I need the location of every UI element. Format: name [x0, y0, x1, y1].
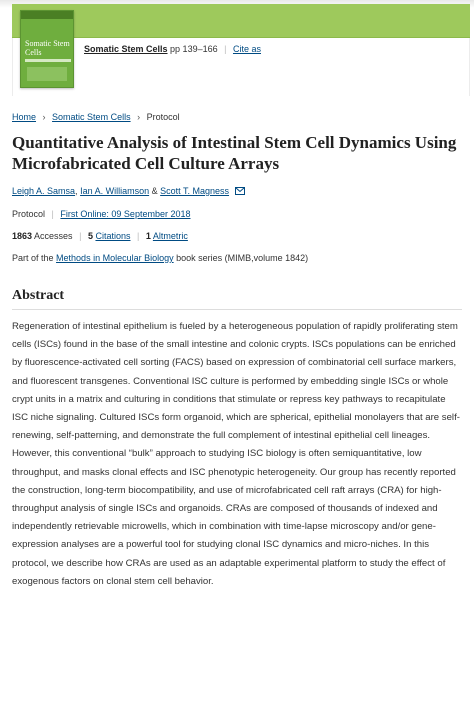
breadcrumb-current: Protocol — [146, 112, 180, 122]
section-divider — [12, 309, 462, 310]
breadcrumb — [12, 112, 180, 122]
book-banner — [12, 4, 470, 38]
author-link[interactable]: Leigh A. Samsa — [12, 186, 76, 196]
altmetric-count: 1 — [145, 231, 151, 241]
book-series-note — [12, 253, 308, 263]
breadcrumb-book[interactable]: Somatic Stem Cells — [52, 112, 131, 122]
chevron-right-icon: › — [137, 112, 141, 122]
book-cover-image[interactable] — [20, 10, 74, 88]
author-list — [12, 186, 245, 197]
separator: | — [51, 209, 54, 219]
series-prefix: Part of the — [12, 253, 54, 263]
book-pages: pp 139–166 — [170, 44, 218, 54]
citations-link[interactable]: Citations — [95, 231, 131, 241]
cover-publisher-bar — [21, 11, 73, 19]
author-link[interactable]: Scott T. Magness — [160, 186, 230, 196]
content-type: Protocol — [12, 209, 46, 219]
book-info-line — [84, 44, 261, 54]
series-link[interactable]: Methods in Molecular Biology — [56, 253, 174, 263]
citations-count: 5 — [87, 231, 93, 241]
separator: | — [224, 44, 227, 54]
author-separator: & — [151, 186, 158, 196]
cover-illustration — [27, 67, 67, 81]
accesses-count: 1863 — [12, 231, 33, 241]
article-metrics — [12, 231, 188, 241]
author-link[interactable]: Ian A. Williamson — [80, 186, 150, 196]
chevron-right-icon: › — [42, 112, 46, 122]
author-separator: , — [75, 186, 78, 196]
accesses-label: Accesses — [34, 231, 73, 241]
abstract-text: Regeneration of intestinal epithelium is fueled by a heterogeneous population of rapidly proliferating stem cells (ISCs) found in the base of the small intestine and colonic crypts. ISCs populations can be enriched by fluorescence-activated cell sorting (FACS) based on expression of combinatorial cell surface markers, and fluorescent transgenes. Conventional ISC culture is performed by embedding single ISCs or whole crypt units in a matrix and culturing in conditions that stimulate or repress key pathways to recapitulate ISC niche signaling. Cultured ISCs form organoid, which are spherical, epithelial monolayers that are self-renewing, self-patterning, and demonstrate the full complement of intestinal epithelial cell lineages. However, this conventional “bulk” approach to studying ISC biology is often semiquantitative, low throughput, and masks clonal effects and ISC phenotypic heterogeneity. Our group has recently reported the construction, long-term biocompatibility, and use of microfabricated cell raft arrays (CRA) for high-throughput analysis of single ISCs and organoids. CRAs are composed of thousands of indexed and independently retrievable microwells, which in combination with time-lapse microscopy and/or gene-expression analyses are a powerful tool for studying clonal ISC dynamics and micro-niches. In this protocol, we describe how CRAs are used as an adaptable experimental platform to study the effect of exogenous factors on clonal stem cell behavior. — [12, 321, 460, 587]
publication-meta — [12, 209, 190, 219]
cover-subtitle-bar — [25, 59, 71, 62]
altmetric-link[interactable]: Altmetric — [152, 231, 188, 241]
book-title-link[interactable]: Somatic Stem Cells — [84, 44, 168, 54]
series-suffix: book series (MIMB,volume 1842) — [176, 253, 309, 263]
cover-title: Somatic Stem Cells — [25, 39, 70, 57]
breadcrumb-home[interactable]: Home — [12, 112, 37, 122]
separator: | — [137, 231, 140, 241]
separator: | — [79, 231, 82, 241]
abstract-heading: Abstract — [12, 288, 65, 303]
envelope-icon[interactable] — [235, 187, 245, 197]
chapter-title: Quantitative Analysis of Intestinal Stem Cell Dynamics Using Microfabricated Cell Culture Arrays — [12, 133, 457, 173]
first-online-link[interactable]: First Online: 09 September 2018 — [60, 209, 191, 219]
cite-as-link[interactable]: Cite as — [232, 44, 261, 54]
